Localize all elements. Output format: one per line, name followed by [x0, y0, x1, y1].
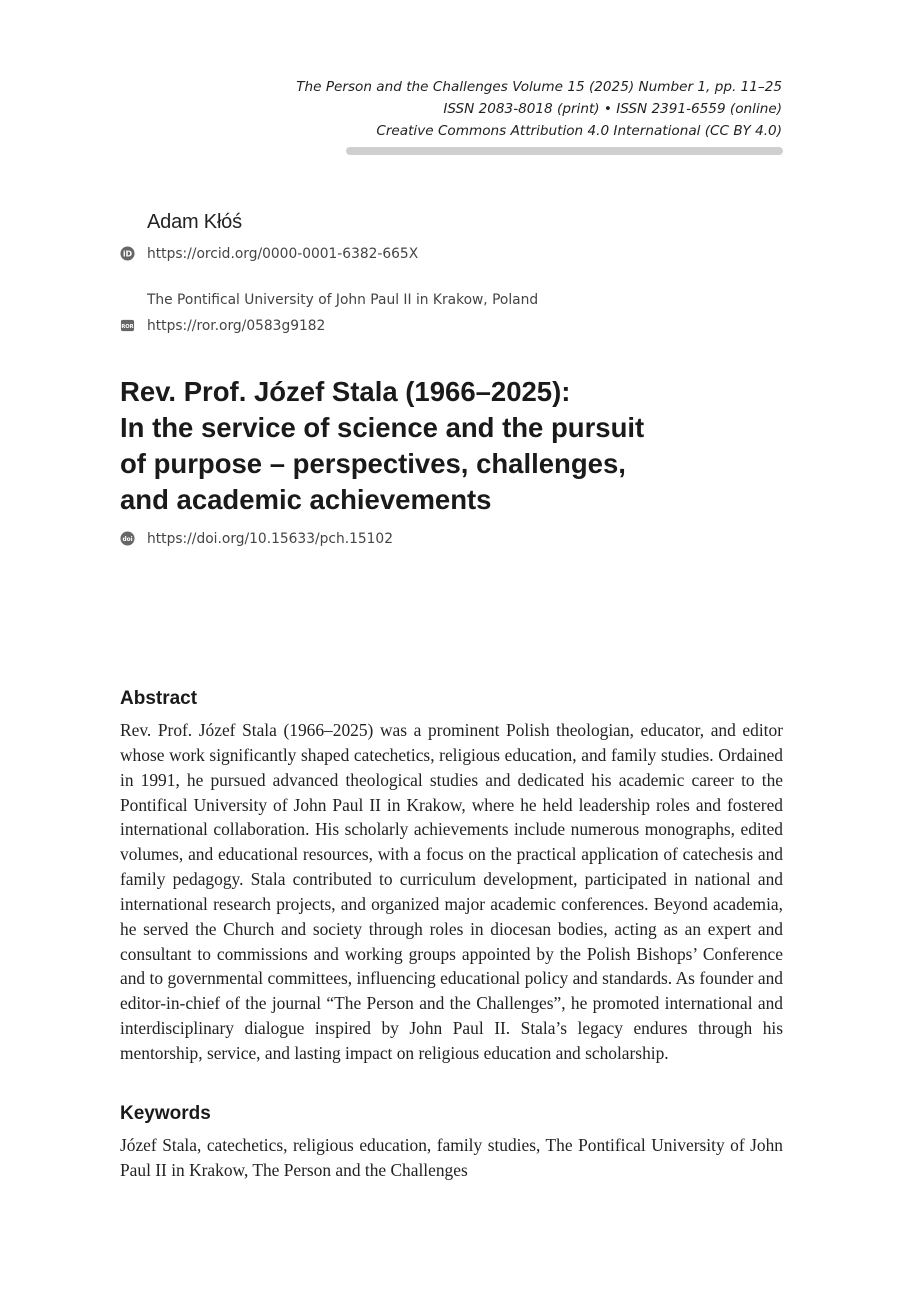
- journal-issn: ISSN 2083-8018 (print) • ISSN 2391-6559 (online): [443, 101, 782, 117]
- svg-text:ROR: ROR: [121, 323, 134, 330]
- author-name: Adam Kłóś: [147, 211, 242, 233]
- doi-link[interactable]: https://doi.org/10.15633/pch.15102: [147, 531, 393, 547]
- abstract-text: Rev. Prof. Józef Stala (1966–2025) was a prominent Polish theologian, educator, and editor whose work significantly shaped catechetics, religious education, and family studies. Ordained in 1991, he pursued advanced theological studies and dedicated his academic career to the Pontifical University of John Paul II in Krakow, where he held leadership roles and fostered international collaboration. His scholarly achievements include numerous monographs, edited volumes, and educational resources, with a focus on the practical application of catechesis and family pedagogy. Stala contributed to curriculum development, participated in national and international research projects, and organized major academic conferences. Beyond academia, he served the Church and society through roles in diocesan bodies, acting as an expert and consultant to commissions and working groups appointed by the Polish Bishops’ Conference and to governmental committees, influencing educational policy and standards. As founder and editor-in-chief of the journal “The Person and the Challenges”, he promoted international and interdisciplinary dialogue inspired by John Paul II. Stala’s legacy endures through his mentorship, service, and lasting impact on religious education and scholarship.: [120, 720, 783, 1063]
- keywords-text: Józef Stala, catechetics, religious education, family studies, The Pontifical University of John Paul II in Krakow, The Person and the Challenges: [120, 1135, 783, 1180]
- article-title: [120, 374, 740, 518]
- header-divider: [346, 147, 783, 155]
- orcid-icon: [120, 246, 135, 261]
- title-line: Rev. Prof. Józef Stala (1966–2025):: [120, 376, 571, 407]
- journal-header: [296, 76, 782, 142]
- orcid-link[interactable]: https://orcid.org/0000-0001-6382-665X: [147, 246, 419, 262]
- author-affiliation: The Pontifical University of John Paul II in Krakow, Poland: [147, 292, 539, 308]
- abstract-heading: Abstract: [120, 688, 198, 709]
- title-line: In the service of science and the pursuit: [120, 412, 645, 443]
- journal-license: Creative Commons Attribution 4.0 International (CC BY 4.0): [376, 123, 782, 139]
- svg-text:doi: doi: [122, 536, 133, 543]
- svg-text:iD: iD: [122, 249, 133, 259]
- keywords-heading: Keywords: [120, 1103, 211, 1124]
- ror-link[interactable]: https://ror.org/0583g9182: [147, 318, 326, 334]
- doi-icon: [120, 531, 135, 546]
- ror-icon: [120, 318, 135, 333]
- journal-citation: The Person and the Challenges Volume 15 (2025) Number 1, pp. 11–25: [296, 79, 782, 95]
- title-line: of purpose – perspectives, challenges,: [120, 448, 626, 479]
- title-line: and academic achievements: [120, 484, 492, 515]
